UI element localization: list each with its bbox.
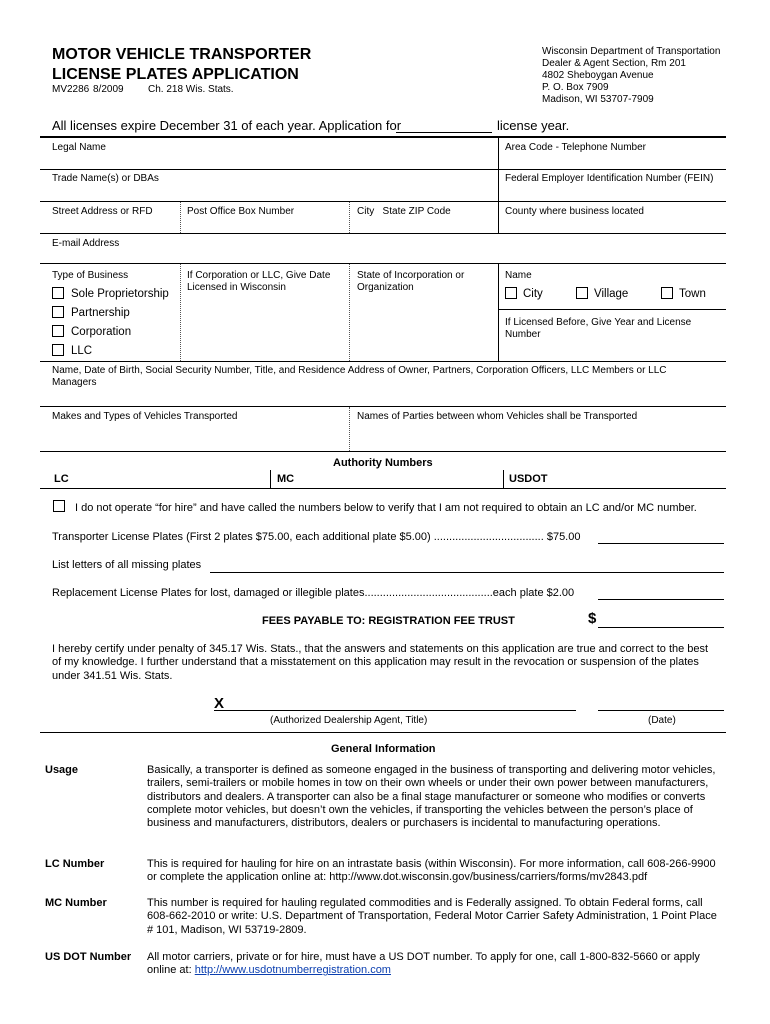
address-line: Wisconsin Department of Transportation [542,46,721,57]
row-divider [40,451,726,452]
date-label: (Date) [648,715,676,726]
village-checkbox[interactable] [576,287,588,299]
plates-amount-field[interactable] [598,543,724,544]
village-option-label: Village [594,288,629,300]
license-year-field[interactable] [396,132,492,133]
city-state-zip-label: City State ZIP Code [357,206,451,217]
town-option-label: Town [679,288,706,300]
col-divider [180,264,181,361]
col-divider [498,137,499,201]
total-dollar-sign: $ [588,610,597,627]
po-box-label: Post Office Box Number [187,206,295,217]
form-date: 8/2009 [93,84,124,95]
replacement-plates-line: Replacement License Plates for lost, damaged or illegible plates..........................................each plate $2.00 [52,587,575,599]
statute-reference: Ch. 218 Wis. Stats. [148,84,234,95]
date-line[interactable] [598,710,724,711]
row-divider [498,309,726,310]
col-divider [498,264,499,361]
partnership-label: Partnership [71,307,130,319]
agent-title-label: (Authorized Dealership Agent, Title) [270,715,428,726]
general-info-heading: General Information [331,743,436,755]
address-line: Dealer & Agent Section, Rm 201 [542,58,686,69]
plates-fee-line: Transporter License Plates (First 2 plates $75.00, each additional plate $5.00) .................................... $75.00 [52,531,581,543]
usage-definition: Basically, a transporter is defined as someone engaged in the business of transporting and delivering motor vehicles, trailers, semi-trailers or mobile homes in tow on their own wheels or under their own power between manufacturers, distributors and dealers. A transporter can also be a final stage manufacturer or someone who modifies or converts complete motor vehicles, but doesn’t own the vehicles, if transporting the vehicles between the person’s place of business and manufacturers, distributors, dealers or purchasers is incidental to manufacturing operations. [147,764,716,830]
usdot-definition-text: All motor carriers, private or for hire, must have a US DOT number. To apply for one, call 1-800-832-5660 or apply online at: [147,951,700,977]
trade-names-label: Trade Name(s) or DBAs [52,173,159,184]
authority-numbers-heading: Authority Numbers [333,457,433,469]
signature-line[interactable] [214,710,576,711]
signature-x-mark: X [214,695,225,712]
mc-label: MC [277,473,295,485]
license-year-prefix: All licenses expire December 31 of each year. Application for [52,118,402,133]
lc-number-term: LC Number [45,858,105,870]
license-year-suffix: license year. [497,118,570,133]
col-divider [180,202,181,233]
row-divider [40,201,726,202]
address-line: 4802 Sheboygan Avenue [542,70,654,81]
city-option-label: City [523,288,543,300]
street-label: Street Address or RFD [52,206,153,217]
llc-label: LLC [71,345,93,357]
row-divider [40,406,726,407]
form-title-line2: LICENSE PLATES APPLICATION [52,66,299,83]
usdot-number-term: US DOT Number [45,951,132,963]
sole-proprietorship-checkbox[interactable] [52,287,64,299]
col-divider [349,202,350,233]
row-divider [40,488,726,489]
not-for-hire-checkbox[interactable] [53,500,65,512]
usdot-registration-link[interactable]: http://www.usdotnumberregistration.com [194,964,391,977]
fein-label: Federal Employer Identification Number (FEIN) [505,173,714,184]
col-divider [349,407,350,451]
mc-number-term: MC Number [45,897,107,909]
email-label: E-mail Address [52,238,120,249]
replacement-amount-field[interactable] [598,599,724,600]
usage-term: Usage [45,764,79,776]
col-divider [349,264,350,361]
dept-address [542,46,720,106]
row-divider [40,361,726,362]
state-incorporation-label: State of Incorporation or Organization [357,270,465,293]
lc-number-definition: This is required for hauling for hire on an intrastate basis (within Wisconsin). For more information, call 608-266-9900 or complete the application online at: http://www.dot.wisconsin.gov/business/carriers/forms/mv2843.pdf [147,858,716,884]
fees-payable-label: FEES PAYABLE TO: REGISTRATION FEE TRUST [262,615,515,627]
phone-label: Area Code - Telephone Number [505,142,647,153]
owners-label: Name, Date of Birth, Social Security Number, Title, and Residence Address of Owner, Partners, Corporation Officers, LLC Members or LLC Managers [52,365,667,388]
corporation-label: Corporation [71,326,132,338]
vehicles-label: Makes and Types of Vehicles Transported [52,411,238,422]
legal-name-label: Legal Name [52,142,106,153]
not-for-hire-label: I do not operate “for hire” and have called the numbers below to verify that I am not required to obtain an LC and/or MC number. [75,502,697,514]
corp-date-label: If Corporation or LLC, Give Date Licensed in Wisconsin [187,270,331,293]
usdot-number-definition [147,951,717,978]
address-line: P. O. Box 7909 [542,82,609,93]
missing-plates-field[interactable] [210,572,724,573]
row-divider [40,263,726,264]
certification-statement: I hereby certify under penalty of 345.17 Wis. Stats., that the answers and statements on this application are true and correct to the best of my knowledge. I further understand that a misstatement on this application may result in the revocation or suspension of the plates under 341.51 Wis. Stats. [52,643,709,682]
form-title-line1: MOTOR VEHICLE TRANSPORTER [52,46,312,63]
parties-label: Names of Parties between whom Vehicles shall be Transported [357,411,638,422]
business-type-label: Type of Business [52,270,129,281]
col-divider [498,201,499,233]
address-line: Madison, WI 53707-7909 [542,94,654,105]
corporation-checkbox[interactable] [52,325,64,337]
county-label: County where business located [505,206,644,217]
row-divider [40,233,726,234]
partnership-checkbox[interactable] [52,306,64,318]
total-amount-field[interactable] [598,627,724,628]
section-divider [40,732,726,733]
sole-proprietorship-label: Sole Proprietorship [71,288,169,300]
city-checkbox[interactable] [505,287,517,299]
col-divider [503,470,504,488]
licensed-before-label: If Licensed Before, Give Year and License Number [505,317,692,340]
lc-label: LC [54,473,69,485]
usdot-label: USDOT [509,473,548,485]
header-divider [40,136,726,138]
municipality-name-label: Name [505,270,532,281]
mc-number-definition: This number is required for hauling regulated commodities and is Federally assigned. To obtain Federal forms, call 608-662-2010 or write: U.S. Department of Transportation, Federal Motor Carrier Safety Administration, 1 Point Place # 101, Madison, WI 53719-2809. [147,897,717,936]
col-divider [270,470,271,488]
llc-checkbox[interactable] [52,344,64,356]
form-number: MV2286 [52,84,90,95]
row-divider [40,169,726,170]
town-checkbox[interactable] [661,287,673,299]
missing-plates-label: List letters of all missing plates [52,559,202,571]
